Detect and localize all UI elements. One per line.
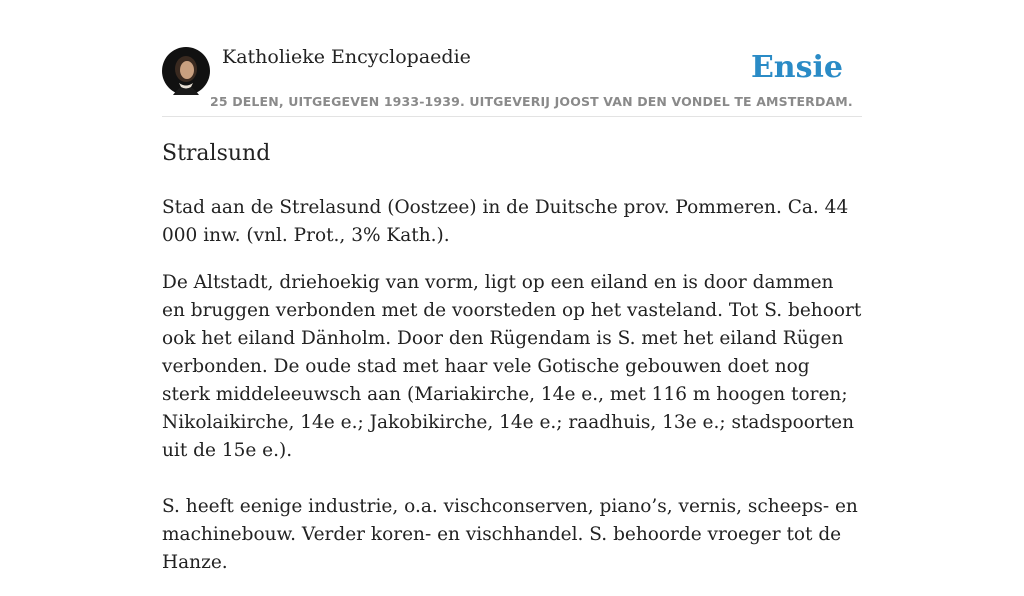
article-paragraph: Stad aan de Strelasund (Oostzee) in de Duitsche prov. Pommeren. Ca. 44 000 inw. (vnl. Prot., 3% Kath.). [162, 197, 849, 246]
article [162, 138, 862, 596]
article-paragraph: De Altstadt, driehoekig van vorm, ligt op een eiland en is door dammen en bruggen verbonden met de voorsteden op het vasteland. Tot S. behoort ook het eiland Dänholm. Door den Rügendam is S. met het eiland Rügen verbonden. De oude stad met haar vele Gotische gebouwen doet nog sterk middeleeuwsch aan (Mariakirche, 14e e., met 116 m hoogen toren; Nikolaikirche, 14e e.; Jakobikirche, 14e e.; raadhuis, 13e e.; stadspoorten uit de 15e e.). S. heeft eenige industrie, o.a. vischconserven, piano’s, vernis, scheeps- en machinebouw. Verder koren- en vischhandel. S. behoorde vroeger tot de Hanze. [162, 272, 862, 573]
source-title[interactable]: Katholieke Encyclopaedie [222, 46, 471, 68]
article-title: Stralsund [162, 141, 271, 166]
source-subtitle: 25 DELEN, UITGEGEVEN 1933-1939. UITGEVERIJ JOOST VAN DEN VONDEL TE AMSTERDAM. [210, 94, 853, 109]
source-avatar[interactable] [162, 47, 210, 95]
brand-logo[interactable]: Ensie [750, 50, 843, 85]
source-header [162, 46, 862, 117]
portrait-avatar-icon [162, 47, 210, 95]
